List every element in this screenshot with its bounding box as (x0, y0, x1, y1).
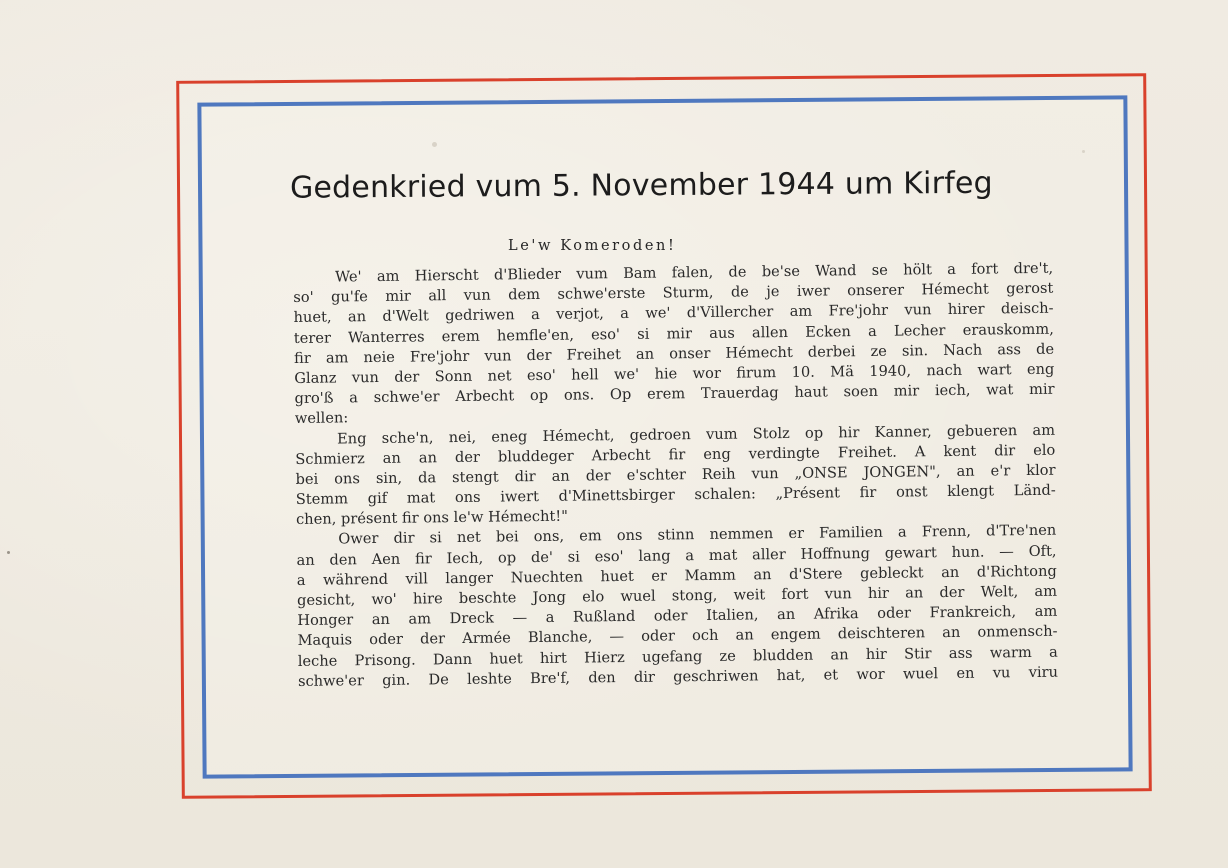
text-line: terer Wanterres erem hemfle'en, eso' si mir aus allen Ecken a Lecher erauskomm, (293, 320, 1054, 347)
text-line: gesicht, wo' hire beschte Jong elo wuel stong, weit fort vun hir an der Welt, am (296, 582, 1058, 609)
text-line: Glanz vun der Sonn net eso' hell we' hie wor firum 10. Mä 1940, nach wart eng (294, 360, 1055, 387)
greeting-line: Le'w Komeroden! (508, 238, 677, 254)
text-line: huet, an d'Welt gedriwen a verjot, a we' d'Villercher am Fre'johr vun hirer deisch- (293, 300, 1054, 327)
text-line: leche Prisong. Dann huet hirt Hierz ugefang ze bludden an hir Stir ass warm a (297, 643, 1058, 670)
text-line: bei ons sin, da stengt dir an der e'schter Reih vun „ONSE JONGEN", an e'r klor (295, 461, 1056, 488)
text-line: We' am Hierscht d'Blieder vum Bam falen, de be'se Wand se hölt a fort dre't, (335, 259, 1054, 286)
text-line: Schmierz an an der bluddeger Arbecht fir eng verdingte Freihet. A kent dir elo (295, 441, 1056, 468)
paper-speck (7, 551, 10, 554)
text-line: gro'ß a schwe'er Arbecht op ons. Op erem Trauerdag haut soen mir iech, wat mir (294, 380, 1055, 408)
text-line: Stemm gif mat ons iwert d'Minettsbirger schalen: „Présent fir onst klengt Länd- (295, 481, 1056, 509)
text-line: an den Aen fir Iech, op de' si eso' lang a mat aller Hoffnung gewart hun. — Oft, (296, 542, 1057, 569)
text-line: Honger an am Dreck — a Rußland oder Italien, an Afrika oder Frankreich, am (297, 602, 1058, 630)
text-line: Eng sche'n, nei, eneg Hémecht, gedroen vum Stolz op hir Kanner, gebueren am (336, 421, 1056, 447)
text-line: Ower dir si net bei ons, em ons stinn nemmen er Familien a Frenn, d'Tre'nen (338, 522, 1057, 548)
text-line: a während vill langer Nuechten huet er Mamm an d'Stere gebleckt an d'Richtong (296, 562, 1057, 589)
text-line: fir am neie Fre'johr vun der Freihet an onser Hémecht derbei ze sin. Nach ass de (293, 340, 1055, 367)
text-line: schwe'er gin. De leshte Bre'f, den dir geschriwen hat, et wor wuel en vu viru (297, 663, 1059, 690)
body-text (293, 259, 1058, 692)
page-title: Gedenkried vum 5. November 1944 um Kirfeg (289, 165, 993, 206)
text-line: so' gu'fe mir all vun dem schwe'erste Sturm, de je iwer onserer Hémecht gerost (293, 279, 1054, 307)
text-line: Maquis oder der Armée Blanche, — oder och an engem deischteren an onmensch- (297, 623, 1058, 650)
text-line: chen, présent fir ons le'w Hémecht!" (295, 507, 569, 529)
text-line: wellen: (294, 409, 349, 428)
